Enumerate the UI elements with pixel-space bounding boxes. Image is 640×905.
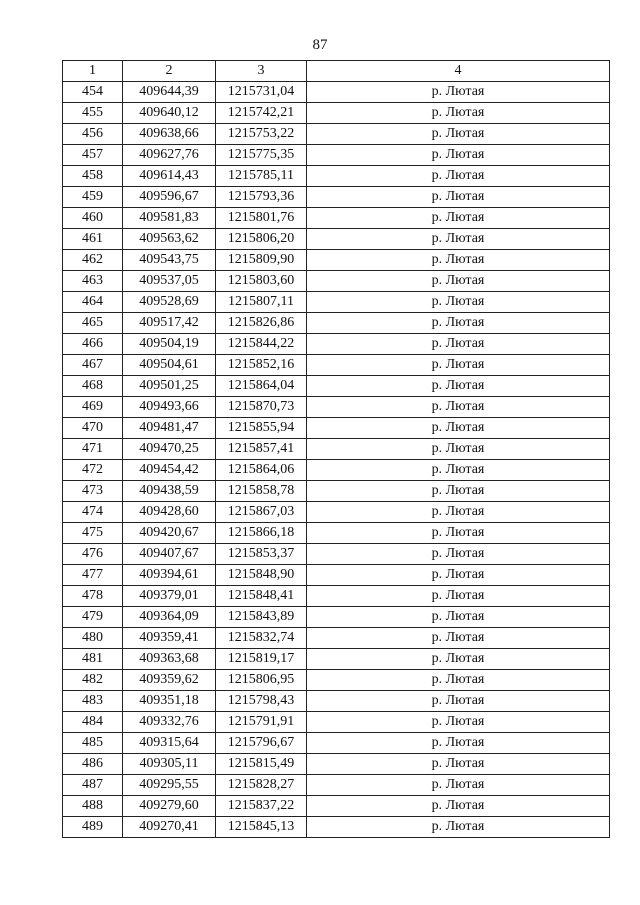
description-cell: р. Лютая — [307, 460, 610, 481]
point-number-cell: 469 — [63, 397, 123, 418]
point-number-cell: 470 — [63, 418, 123, 439]
header-cell-point-number: 1 — [63, 61, 123, 82]
y-coordinate-cell: 1215852,16 — [216, 355, 307, 376]
description-cell: р. Лютая — [307, 565, 610, 586]
table-row — [63, 628, 610, 649]
y-coordinate-cell: 1215807,11 — [216, 292, 307, 313]
x-coordinate-cell: 409364,09 — [123, 607, 216, 628]
x-coordinate-cell: 409295,55 — [123, 775, 216, 796]
description-cell: р. Лютая — [307, 82, 610, 103]
y-coordinate-cell: 1215828,27 — [216, 775, 307, 796]
y-coordinate-cell: 1215832,74 — [216, 628, 307, 649]
description-cell: р. Лютая — [307, 754, 610, 775]
description-cell: р. Лютая — [307, 502, 610, 523]
x-coordinate-cell: 409394,61 — [123, 565, 216, 586]
point-number-cell: 462 — [63, 250, 123, 271]
description-cell: р. Лютая — [307, 775, 610, 796]
y-coordinate-cell: 1215806,20 — [216, 229, 307, 250]
description-cell: р. Лютая — [307, 124, 610, 145]
x-coordinate-cell: 409493,66 — [123, 397, 216, 418]
table-row — [63, 439, 610, 460]
description-cell: р. Лютая — [307, 166, 610, 187]
y-coordinate-cell: 1215848,90 — [216, 565, 307, 586]
point-number-cell: 457 — [63, 145, 123, 166]
table-header — [63, 61, 610, 82]
description-cell: р. Лютая — [307, 523, 610, 544]
table-row — [63, 691, 610, 712]
y-coordinate-cell: 1215826,86 — [216, 313, 307, 334]
table-row — [63, 502, 610, 523]
description-cell: р. Лютая — [307, 481, 610, 502]
description-cell: р. Лютая — [307, 187, 610, 208]
x-coordinate-cell: 409504,19 — [123, 334, 216, 355]
x-coordinate-cell: 409315,64 — [123, 733, 216, 754]
table-row — [63, 397, 610, 418]
table-row — [63, 817, 610, 838]
y-coordinate-cell: 1215791,91 — [216, 712, 307, 733]
point-number-cell: 487 — [63, 775, 123, 796]
y-coordinate-cell: 1215866,18 — [216, 523, 307, 544]
description-cell: р. Лютая — [307, 439, 610, 460]
point-number-cell: 477 — [63, 565, 123, 586]
y-coordinate-cell: 1215742,21 — [216, 103, 307, 124]
point-number-cell: 483 — [63, 691, 123, 712]
x-coordinate-cell: 409504,61 — [123, 355, 216, 376]
description-cell: р. Лютая — [307, 544, 610, 565]
point-number-cell: 468 — [63, 376, 123, 397]
table-row — [63, 607, 610, 628]
description-cell: р. Лютая — [307, 103, 610, 124]
table-body — [63, 82, 610, 838]
point-number-cell: 476 — [63, 544, 123, 565]
point-number-cell: 482 — [63, 670, 123, 691]
y-coordinate-cell: 1215806,95 — [216, 670, 307, 691]
table-row — [63, 670, 610, 691]
header-cell-y: 3 — [216, 61, 307, 82]
table-row — [63, 712, 610, 733]
x-coordinate-cell: 409638,66 — [123, 124, 216, 145]
description-cell: р. Лютая — [307, 355, 610, 376]
description-cell: р. Лютая — [307, 607, 610, 628]
table-row — [63, 166, 610, 187]
point-number-cell: 454 — [63, 82, 123, 103]
description-cell: р. Лютая — [307, 376, 610, 397]
y-coordinate-cell: 1215867,03 — [216, 502, 307, 523]
table-row — [63, 733, 610, 754]
description-cell: р. Лютая — [307, 250, 610, 271]
table-row — [63, 271, 610, 292]
x-coordinate-cell: 409596,67 — [123, 187, 216, 208]
x-coordinate-cell: 409279,60 — [123, 796, 216, 817]
x-coordinate-cell: 409351,18 — [123, 691, 216, 712]
coordinates-table — [62, 60, 610, 838]
table-row — [63, 649, 610, 670]
x-coordinate-cell: 409407,67 — [123, 544, 216, 565]
y-coordinate-cell: 1215803,60 — [216, 271, 307, 292]
x-coordinate-cell: 409517,42 — [123, 313, 216, 334]
point-number-cell: 488 — [63, 796, 123, 817]
table-row — [63, 82, 610, 103]
point-number-cell: 478 — [63, 586, 123, 607]
y-coordinate-cell: 1215753,22 — [216, 124, 307, 145]
description-cell: р. Лютая — [307, 334, 610, 355]
point-number-cell: 467 — [63, 355, 123, 376]
header-cell-description: 4 — [307, 61, 610, 82]
x-coordinate-cell: 409537,05 — [123, 271, 216, 292]
x-coordinate-cell: 409563,62 — [123, 229, 216, 250]
table-row — [63, 292, 610, 313]
y-coordinate-cell: 1215731,04 — [216, 82, 307, 103]
header-row — [63, 61, 610, 82]
description-cell: р. Лютая — [307, 208, 610, 229]
x-coordinate-cell: 409270,41 — [123, 817, 216, 838]
y-coordinate-cell: 1215857,41 — [216, 439, 307, 460]
description-cell: р. Лютая — [307, 145, 610, 166]
table-row — [63, 796, 610, 817]
y-coordinate-cell: 1215796,67 — [216, 733, 307, 754]
point-number-cell: 489 — [63, 817, 123, 838]
table-row — [63, 418, 610, 439]
point-number-cell: 486 — [63, 754, 123, 775]
point-number-cell: 464 — [63, 292, 123, 313]
description-cell: р. Лютая — [307, 733, 610, 754]
x-coordinate-cell: 409644,39 — [123, 82, 216, 103]
x-coordinate-cell: 409614,43 — [123, 166, 216, 187]
point-number-cell: 473 — [63, 481, 123, 502]
table-row — [63, 775, 610, 796]
header-cell-x: 2 — [123, 61, 216, 82]
description-cell: р. Лютая — [307, 397, 610, 418]
point-number-cell: 481 — [63, 649, 123, 670]
x-coordinate-cell: 409543,75 — [123, 250, 216, 271]
y-coordinate-cell: 1215870,73 — [216, 397, 307, 418]
point-number-cell: 472 — [63, 460, 123, 481]
description-cell: р. Лютая — [307, 670, 610, 691]
y-coordinate-cell: 1215864,04 — [216, 376, 307, 397]
point-number-cell: 485 — [63, 733, 123, 754]
x-coordinate-cell: 409359,62 — [123, 670, 216, 691]
x-coordinate-cell: 409640,12 — [123, 103, 216, 124]
y-coordinate-cell: 1215843,89 — [216, 607, 307, 628]
point-number-cell: 458 — [63, 166, 123, 187]
y-coordinate-cell: 1215815,49 — [216, 754, 307, 775]
table-row — [63, 208, 610, 229]
x-coordinate-cell: 409454,42 — [123, 460, 216, 481]
point-number-cell: 474 — [63, 502, 123, 523]
table-row — [63, 229, 610, 250]
description-cell: р. Лютая — [307, 586, 610, 607]
table-row — [63, 124, 610, 145]
y-coordinate-cell: 1215845,13 — [216, 817, 307, 838]
point-number-cell: 455 — [63, 103, 123, 124]
y-coordinate-cell: 1215775,35 — [216, 145, 307, 166]
y-coordinate-cell: 1215853,37 — [216, 544, 307, 565]
x-coordinate-cell: 409627,76 — [123, 145, 216, 166]
y-coordinate-cell: 1215793,36 — [216, 187, 307, 208]
y-coordinate-cell: 1215801,76 — [216, 208, 307, 229]
table-row — [63, 565, 610, 586]
y-coordinate-cell: 1215837,22 — [216, 796, 307, 817]
y-coordinate-cell: 1215798,43 — [216, 691, 307, 712]
x-coordinate-cell: 409428,60 — [123, 502, 216, 523]
table-row — [63, 754, 610, 775]
point-number-cell: 471 — [63, 439, 123, 460]
point-number-cell: 461 — [63, 229, 123, 250]
point-number-cell: 465 — [63, 313, 123, 334]
x-coordinate-cell: 409420,67 — [123, 523, 216, 544]
x-coordinate-cell: 409332,76 — [123, 712, 216, 733]
point-number-cell: 475 — [63, 523, 123, 544]
x-coordinate-cell: 409501,25 — [123, 376, 216, 397]
y-coordinate-cell: 1215844,22 — [216, 334, 307, 355]
point-number-cell: 460 — [63, 208, 123, 229]
table-row — [63, 523, 610, 544]
description-cell: р. Лютая — [307, 691, 610, 712]
table-row — [63, 334, 610, 355]
table-row — [63, 187, 610, 208]
description-cell: р. Лютая — [307, 628, 610, 649]
page-number: 87 — [312, 37, 328, 53]
description-cell: р. Лютая — [307, 271, 610, 292]
table-row — [63, 544, 610, 565]
table-row — [63, 103, 610, 124]
x-coordinate-cell: 409481,47 — [123, 418, 216, 439]
description-cell: р. Лютая — [307, 649, 610, 670]
y-coordinate-cell: 1215848,41 — [216, 586, 307, 607]
point-number-cell: 466 — [63, 334, 123, 355]
y-coordinate-cell: 1215864,06 — [216, 460, 307, 481]
x-coordinate-cell: 409581,83 — [123, 208, 216, 229]
x-coordinate-cell: 409305,11 — [123, 754, 216, 775]
point-number-cell: 459 — [63, 187, 123, 208]
description-cell: р. Лютая — [307, 229, 610, 250]
point-number-cell: 480 — [63, 628, 123, 649]
description-cell: р. Лютая — [307, 418, 610, 439]
x-coordinate-cell: 409528,69 — [123, 292, 216, 313]
point-number-cell: 484 — [63, 712, 123, 733]
x-coordinate-cell: 409359,41 — [123, 628, 216, 649]
point-number-cell: 456 — [63, 124, 123, 145]
table-row — [63, 145, 610, 166]
description-cell: р. Лютая — [307, 292, 610, 313]
description-cell: р. Лютая — [307, 313, 610, 334]
x-coordinate-cell: 409379,01 — [123, 586, 216, 607]
description-cell: р. Лютая — [307, 817, 610, 838]
point-number-cell: 479 — [63, 607, 123, 628]
table-row — [63, 250, 610, 271]
table-row — [63, 586, 610, 607]
y-coordinate-cell: 1215809,90 — [216, 250, 307, 271]
description-cell: р. Лютая — [307, 796, 610, 817]
table-row — [63, 313, 610, 334]
table-row — [63, 481, 610, 502]
y-coordinate-cell: 1215855,94 — [216, 418, 307, 439]
x-coordinate-cell: 409470,25 — [123, 439, 216, 460]
y-coordinate-cell: 1215858,78 — [216, 481, 307, 502]
description-cell: р. Лютая — [307, 712, 610, 733]
y-coordinate-cell: 1215785,11 — [216, 166, 307, 187]
table-row — [63, 460, 610, 481]
table-row — [63, 376, 610, 397]
y-coordinate-cell: 1215819,17 — [216, 649, 307, 670]
x-coordinate-cell: 409438,59 — [123, 481, 216, 502]
point-number-cell: 463 — [63, 271, 123, 292]
table-row — [63, 355, 610, 376]
x-coordinate-cell: 409363,68 — [123, 649, 216, 670]
